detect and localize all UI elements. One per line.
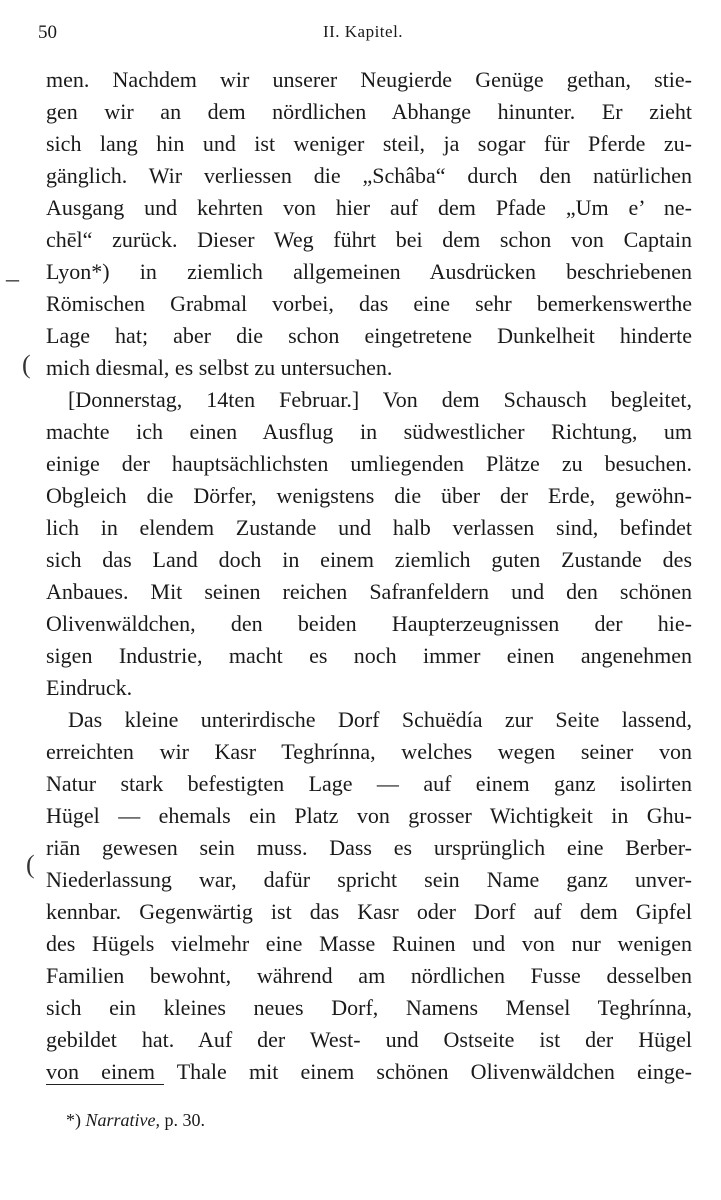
margin-bracket-mark: (: [22, 350, 31, 379]
text-line: machte ich einen Ausflug in südwestlicher Richtung, um: [46, 419, 692, 444]
footnote: [66, 1110, 205, 1131]
body-text: [46, 64, 692, 1088]
text-line: Das kleine unterirdische Dorf Schuëdía zur Seite lassend,: [68, 707, 692, 732]
text-line: Natur stark befestigten Lage — auf einem ganz isolirten: [46, 771, 692, 796]
text-line: chēl“ zurück. Dieser Weg führt bei dem schon von Captain: [46, 227, 692, 252]
text-line: des Hügels vielmehr eine Masse Ruinen und von nur wenigen: [46, 931, 692, 956]
page-number: 50: [38, 22, 57, 43]
text-line: mich diesmal, es selbst zu untersuchen.: [46, 355, 393, 380]
text-line: Hügel — ehemals ein Platz von grosser Wichtigkeit in Ghu-: [46, 803, 692, 828]
margin-bracket-mark: (: [26, 850, 35, 879]
text-line: gen wir an dem nördlichen Abhange hinunter. Er zieht: [46, 99, 692, 124]
text-line: riān gewesen sein muss. Dass es ursprünglich eine Berber-: [46, 835, 692, 860]
text-line: Obgleich die Dörfer, wenigstens die über der Erde, gewöhn-: [46, 483, 692, 508]
text-line: Ausgang und kehrten von hier auf dem Pfade „Um e’ ne-: [46, 195, 692, 220]
text-line: kennbar. Gegenwärtig ist das Kasr oder Dorf auf dem Gipfel: [46, 899, 692, 924]
footnote-page: p. 30.: [164, 1110, 205, 1130]
text-line: sich das Land doch in einem ziemlich guten Zustande des: [46, 547, 692, 572]
text-line: lich in elendem Zustande und halb verlassen sind, befindet: [46, 515, 692, 540]
text-line: gänglich. Wir verliessen die „Schâba“ durch den natürlichen: [46, 163, 692, 188]
text-line: sich lang hin und ist weniger steil, ja sogar für Pferde zu-: [46, 131, 692, 156]
footnote-divider: [46, 1084, 164, 1085]
text-line: sich ein kleines neues Dorf, Namens Mensel Teghrínna,: [46, 995, 692, 1020]
text-line: Anbaues. Mit seinen reichen Safranfeldern und den schönen: [46, 579, 692, 604]
text-line: [Donnerstag, 14ten Februar.] Von dem Schausch begleitet,: [68, 387, 692, 412]
text-line: Niederlassung war, dafür spricht sein Name ganz unver-: [46, 867, 692, 892]
text-line: Lage hat; aber die schon eingetretene Dunkelheit hinderte: [46, 323, 692, 348]
footnote-work-title: Narrative,: [85, 1110, 160, 1130]
page-header: [38, 22, 688, 52]
text-line: Lyon*) in ziemlich allgemeinen Ausdrücken beschriebenen: [46, 259, 692, 284]
text-line: von einem Thale mit einem schönen Olivenwäldchen einge-: [46, 1059, 692, 1084]
margin-dash-mark: –: [6, 264, 19, 293]
text-line: men. Nachdem wir unserer Neugierde Genüge gethan, stie-: [46, 67, 692, 92]
running-head: II. Kapitel.: [322, 22, 404, 41]
text-line: Römischen Grabmal vorbei, das eine sehr bemerkenswerthe: [46, 291, 692, 316]
text-line: Familien bewohnt, während am nördlichen Fusse desselben: [46, 963, 692, 988]
text-line: einige der hauptsächlichsten umliegenden Plätze zu besuchen.: [46, 451, 692, 476]
text-line: erreichten wir Kasr Teghrínna, welches wegen seiner von: [46, 739, 692, 764]
text-line: Olivenwäldchen, den beiden Haupterzeugnissen der hie-: [46, 611, 692, 636]
text-line: Eindruck.: [46, 675, 133, 700]
text-line: sigen Industrie, macht es noch immer einen angenehmen: [46, 643, 692, 668]
text-line: gebildet hat. Auf der West- und Ostseite ist der Hügel: [46, 1027, 692, 1052]
footnote-marker: *): [66, 1110, 81, 1130]
